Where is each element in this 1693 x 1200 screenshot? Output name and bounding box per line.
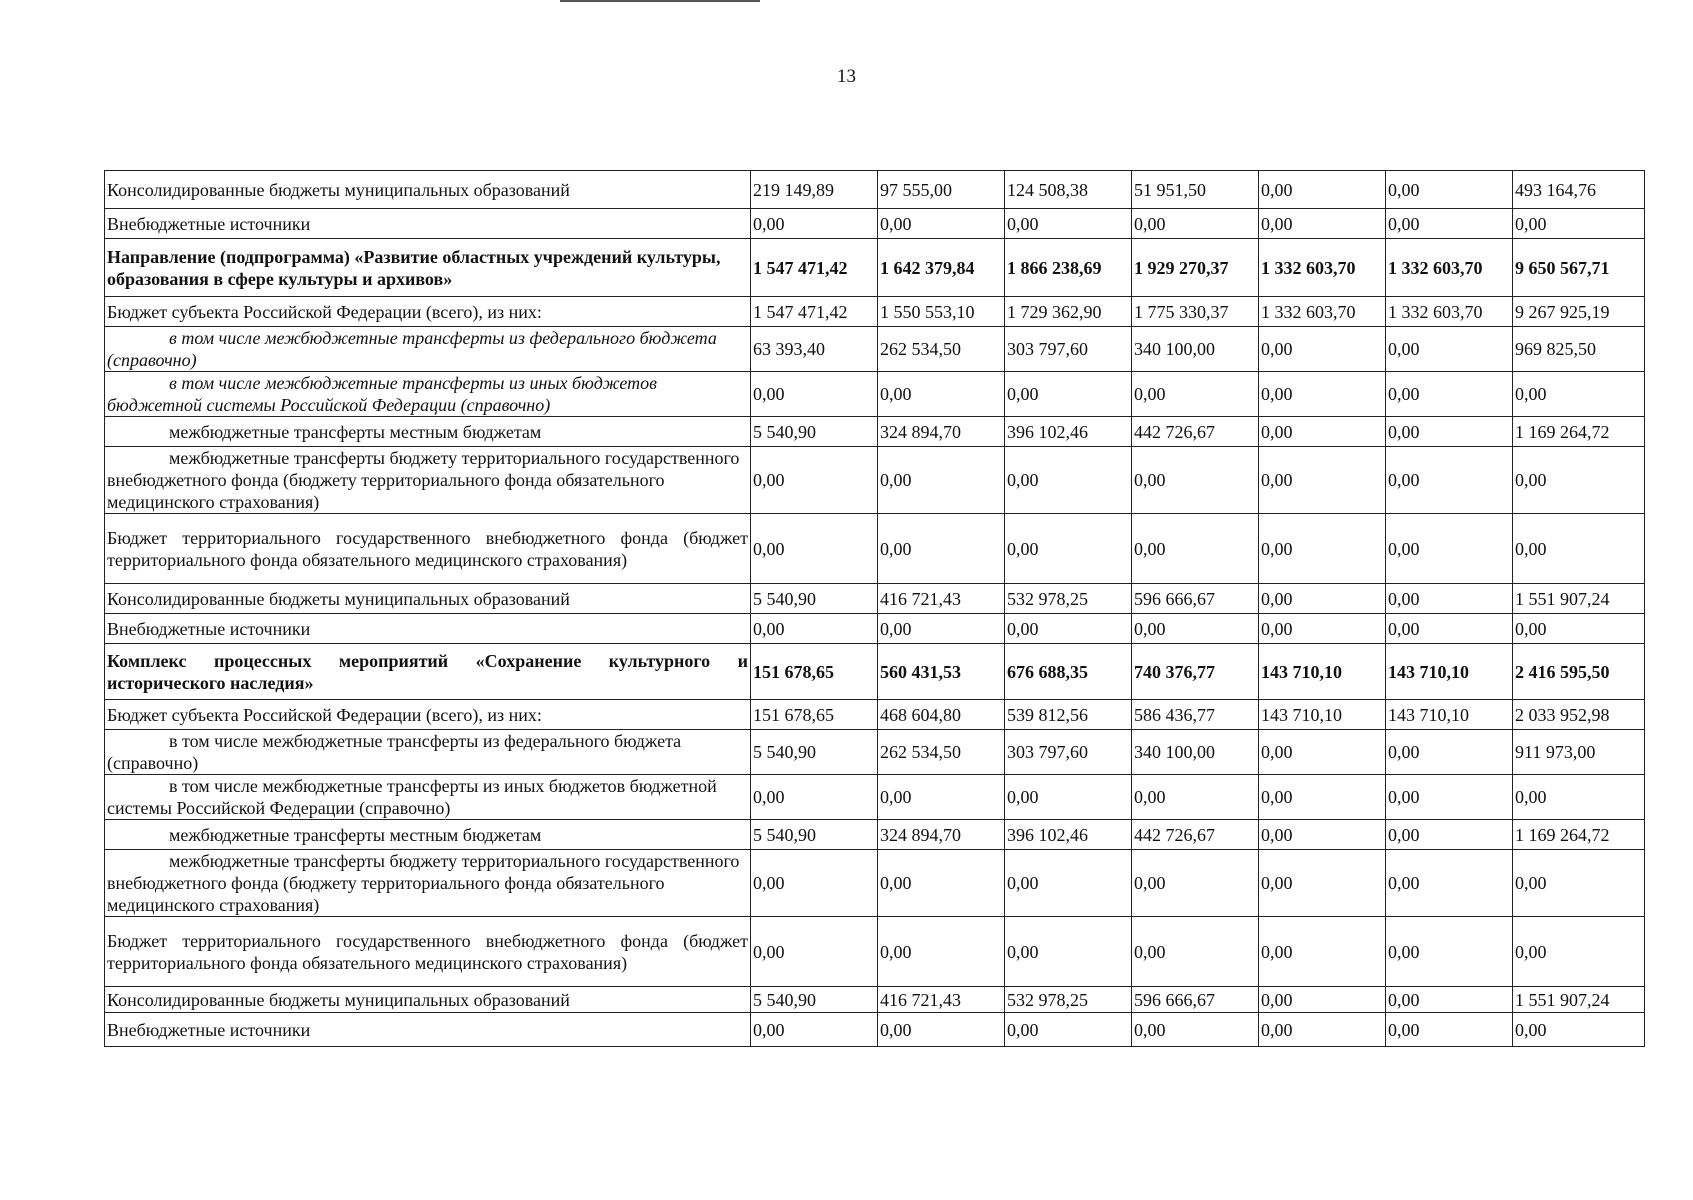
row-value-cell: 0,00	[1132, 775, 1259, 820]
row-label: межбюджетные трансферты бюджету территориального государственного внебюджетного фонда (бюджету территориального фонда обязательного медицинского страхования)	[105, 850, 751, 917]
row-value-cell: 0,00	[878, 850, 1005, 917]
row-value-cell: 0,00	[1005, 447, 1132, 514]
row-value-cell: 0,00	[1259, 614, 1386, 644]
row-value-cell: 0,00	[1132, 1013, 1259, 1047]
row-total-cell: 911 973,00	[1513, 730, 1645, 775]
row-value-cell: 0,00	[1259, 372, 1386, 417]
row-value-cell: 740 376,77	[1132, 644, 1259, 700]
row-value-cell: 1 332 603,70	[1259, 297, 1386, 327]
row-value-cell: 143 710,10	[1386, 700, 1513, 730]
row-total-cell: 0,00	[1513, 1013, 1645, 1047]
row-value-cell: 1 332 603,70	[1386, 297, 1513, 327]
row-label: межбюджетные трансферты бюджету территориального государственного внебюджетного фонда (бюджету территориального фонда обязательного медицинского страхования)	[105, 447, 751, 514]
row-value-cell: 596 666,67	[1132, 584, 1259, 614]
row-value-cell: 676 688,35	[1005, 644, 1132, 700]
row-value-cell: 416 721,43	[878, 584, 1005, 614]
table-row	[105, 297, 1645, 327]
row-value-cell: 0,00	[1259, 514, 1386, 584]
row-value-cell: 151 678,65	[751, 644, 878, 700]
row-value-cell: 0,00	[751, 917, 878, 987]
row-value-cell: 0,00	[1259, 917, 1386, 987]
row-value-cell: 1 929 270,37	[1132, 239, 1259, 297]
row-value-cell: 0,00	[1005, 917, 1132, 987]
row-value-cell: 532 978,25	[1005, 987, 1132, 1013]
row-value-cell: 5 540,90	[751, 584, 878, 614]
row-value-cell: 0,00	[1386, 372, 1513, 417]
row-value-cell: 0,00	[1132, 917, 1259, 987]
row-value-cell: 151 678,65	[751, 700, 878, 730]
row-value-cell: 0,00	[1005, 372, 1132, 417]
row-value-cell: 51 951,50	[1132, 171, 1259, 209]
table-row	[105, 514, 1645, 584]
row-value-cell: 1 642 379,84	[878, 239, 1005, 297]
row-label: в том числе межбюджетные трансферты из федерального бюджета (справочно)	[105, 327, 751, 372]
table-row	[105, 584, 1645, 614]
row-value-cell: 303 797,60	[1005, 327, 1132, 372]
table-row	[105, 171, 1645, 209]
row-value-cell: 0,00	[1259, 327, 1386, 372]
row-value-cell: 0,00	[1386, 987, 1513, 1013]
row-value-cell: 0,00	[751, 614, 878, 644]
row-total-cell: 9 267 925,19	[1513, 297, 1645, 327]
row-total-cell: 2 416 595,50	[1513, 644, 1645, 700]
row-value-cell: 219 149,89	[751, 171, 878, 209]
row-value-cell: 0,00	[1005, 850, 1132, 917]
row-total-cell: 0,00	[1513, 372, 1645, 417]
row-value-cell: 0,00	[751, 1013, 878, 1047]
row-total-cell: 0,00	[1513, 514, 1645, 584]
table-row	[105, 447, 1645, 514]
row-value-cell: 262 534,50	[878, 730, 1005, 775]
row-value-cell: 0,00	[1386, 917, 1513, 987]
row-label: межбюджетные трансферты местным бюджетам	[105, 417, 751, 447]
row-value-cell: 0,00	[1132, 850, 1259, 917]
row-value-cell: 0,00	[1386, 171, 1513, 209]
row-label: Комплекс процессных мероприятий «Сохранение культурного и исторического наследия»	[105, 644, 751, 700]
table-row	[105, 820, 1645, 850]
table-row	[105, 372, 1645, 417]
row-total-cell: 1 169 264,72	[1513, 820, 1645, 850]
table-row	[105, 987, 1645, 1013]
row-value-cell: 0,00	[878, 372, 1005, 417]
row-value-cell: 5 540,90	[751, 987, 878, 1013]
row-value-cell: 1 866 238,69	[1005, 239, 1132, 297]
row-value-cell: 143 710,10	[1259, 644, 1386, 700]
row-value-cell: 0,00	[878, 614, 1005, 644]
row-value-cell: 0,00	[1259, 987, 1386, 1013]
row-label: Консолидированные бюджеты муниципальных образований	[105, 171, 751, 209]
row-total-cell: 0,00	[1513, 209, 1645, 239]
row-value-cell: 0,00	[1386, 447, 1513, 514]
table-row	[105, 700, 1645, 730]
row-value-cell: 0,00	[1259, 775, 1386, 820]
row-value-cell: 0,00	[1259, 171, 1386, 209]
row-value-cell: 0,00	[1386, 614, 1513, 644]
row-label: Бюджет территориального государственного внебюджетного фонда (бюджет территориального фонда обязательного медицинского страхования)	[105, 917, 751, 987]
row-value-cell: 532 978,25	[1005, 584, 1132, 614]
row-value-cell: 539 812,56	[1005, 700, 1132, 730]
row-total-cell: 1 169 264,72	[1513, 417, 1645, 447]
row-value-cell: 1 332 603,70	[1259, 239, 1386, 297]
table-row	[105, 1013, 1645, 1047]
table-row	[105, 775, 1645, 820]
row-value-cell: 0,00	[751, 209, 878, 239]
row-value-cell: 0,00	[1386, 584, 1513, 614]
row-value-cell: 1 547 471,42	[751, 239, 878, 297]
row-value-cell: 63 393,40	[751, 327, 878, 372]
row-value-cell: 468 604,80	[878, 700, 1005, 730]
row-total-cell: 0,00	[1513, 917, 1645, 987]
row-value-cell: 560 431,53	[878, 644, 1005, 700]
row-value-cell: 0,00	[1132, 514, 1259, 584]
row-value-cell: 396 102,46	[1005, 820, 1132, 850]
row-value-cell: 0,00	[1005, 514, 1132, 584]
row-value-cell: 0,00	[1259, 209, 1386, 239]
row-total-cell: 969 825,50	[1513, 327, 1645, 372]
row-value-cell: 1 550 553,10	[878, 297, 1005, 327]
row-value-cell: 0,00	[878, 447, 1005, 514]
row-value-cell: 124 508,38	[1005, 171, 1132, 209]
row-label: в том числе межбюджетные трансферты из федерального бюджета (справочно)	[105, 730, 751, 775]
row-value-cell: 0,00	[1132, 447, 1259, 514]
row-value-cell: 0,00	[751, 372, 878, 417]
table-row	[105, 239, 1645, 297]
row-label: Консолидированные бюджеты муниципальных образований	[105, 584, 751, 614]
table-row	[105, 327, 1645, 372]
row-value-cell: 0,00	[751, 514, 878, 584]
row-value-cell: 0,00	[1259, 584, 1386, 614]
row-value-cell: 262 534,50	[878, 327, 1005, 372]
row-label: Внебюджетные источники	[105, 1013, 751, 1047]
row-total-cell: 0,00	[1513, 447, 1645, 514]
row-label: Внебюджетные источники	[105, 614, 751, 644]
row-value-cell: 0,00	[1259, 447, 1386, 514]
row-label: Бюджет субъекта Российской Федерации (всего), из них:	[105, 700, 751, 730]
row-label: в том числе межбюджетные трансферты из иных бюджетов бюджетной системы Российской Федерации (справочно)	[105, 775, 751, 820]
row-value-cell: 324 894,70	[878, 417, 1005, 447]
row-label: межбюджетные трансферты местным бюджетам	[105, 820, 751, 850]
row-value-cell: 596 666,67	[1132, 987, 1259, 1013]
row-value-cell: 143 710,10	[1259, 700, 1386, 730]
row-value-cell: 0,00	[1132, 209, 1259, 239]
table-row	[105, 917, 1645, 987]
row-value-cell: 0,00	[878, 917, 1005, 987]
row-value-cell: 396 102,46	[1005, 417, 1132, 447]
row-value-cell: 0,00	[1386, 417, 1513, 447]
page-number: 13	[837, 66, 856, 87]
row-value-cell: 0,00	[1386, 850, 1513, 917]
row-total-cell: 9 650 567,71	[1513, 239, 1645, 297]
table-body	[105, 171, 1645, 1047]
row-value-cell: 0,00	[1386, 775, 1513, 820]
row-value-cell: 0,00	[1005, 209, 1132, 239]
row-value-cell: 1 729 362,90	[1005, 297, 1132, 327]
table-row	[105, 730, 1645, 775]
row-value-cell: 0,00	[1386, 820, 1513, 850]
row-value-cell: 143 710,10	[1386, 644, 1513, 700]
row-value-cell: 324 894,70	[878, 820, 1005, 850]
row-value-cell: 0,00	[1259, 1013, 1386, 1047]
row-value-cell: 5 540,90	[751, 820, 878, 850]
row-label: Направление (подпрограмма) «Развитие областных учреждений культуры, образования в сфере культуры и архивов»	[105, 239, 751, 297]
row-value-cell: 0,00	[1132, 372, 1259, 417]
row-total-cell: 0,00	[1513, 850, 1645, 917]
row-value-cell: 0,00	[1259, 850, 1386, 917]
row-value-cell: 0,00	[878, 1013, 1005, 1047]
row-total-cell: 493 164,76	[1513, 171, 1645, 209]
table-row	[105, 644, 1645, 700]
table-row	[105, 614, 1645, 644]
row-value-cell: 0,00	[1386, 1013, 1513, 1047]
row-value-cell: 0,00	[1005, 1013, 1132, 1047]
row-value-cell: 303 797,60	[1005, 730, 1132, 775]
row-value-cell: 0,00	[751, 850, 878, 917]
row-value-cell: 0,00	[1259, 730, 1386, 775]
row-value-cell: 1 775 330,37	[1132, 297, 1259, 327]
row-value-cell: 0,00	[878, 514, 1005, 584]
row-value-cell: 0,00	[1005, 775, 1132, 820]
row-value-cell: 586 436,77	[1132, 700, 1259, 730]
top-rule	[560, 0, 760, 2]
row-value-cell: 0,00	[1005, 614, 1132, 644]
row-value-cell: 97 555,00	[878, 171, 1005, 209]
row-total-cell: 1 551 907,24	[1513, 584, 1645, 614]
row-label: Бюджет субъекта Российской Федерации (всего), из них:	[105, 297, 751, 327]
row-value-cell: 0,00	[1386, 730, 1513, 775]
row-value-cell: 5 540,90	[751, 417, 878, 447]
row-value-cell: 1 332 603,70	[1386, 239, 1513, 297]
row-value-cell: 0,00	[1386, 327, 1513, 372]
row-value-cell: 0,00	[1132, 614, 1259, 644]
row-total-cell: 0,00	[1513, 614, 1645, 644]
row-label: Внебюджетные источники	[105, 209, 751, 239]
row-value-cell: 0,00	[878, 775, 1005, 820]
row-label: в том числе межбюджетные трансферты из иных бюджетов бюджетной системы Российской Федерации (справочно)	[105, 372, 751, 417]
row-total-cell: 0,00	[1513, 775, 1645, 820]
budget-table	[104, 170, 1645, 1047]
table-row	[105, 209, 1645, 239]
row-value-cell: 416 721,43	[878, 987, 1005, 1013]
row-value-cell: 0,00	[878, 209, 1005, 239]
row-total-cell: 2 033 952,98	[1513, 700, 1645, 730]
row-value-cell: 5 540,90	[751, 730, 878, 775]
row-label: Консолидированные бюджеты муниципальных образований	[105, 987, 751, 1013]
row-value-cell: 0,00	[1259, 417, 1386, 447]
row-value-cell: 442 726,67	[1132, 820, 1259, 850]
table-row	[105, 417, 1645, 447]
row-value-cell: 442 726,67	[1132, 417, 1259, 447]
row-value-cell: 0,00	[1386, 209, 1513, 239]
row-value-cell: 1 547 471,42	[751, 297, 878, 327]
row-total-cell: 1 551 907,24	[1513, 987, 1645, 1013]
row-value-cell: 0,00	[751, 447, 878, 514]
row-label: Бюджет территориального государственного внебюджетного фонда (бюджет территориального фонда обязательного медицинского страхования)	[105, 514, 751, 584]
row-value-cell: 340 100,00	[1132, 327, 1259, 372]
row-value-cell: 0,00	[1386, 514, 1513, 584]
row-value-cell: 0,00	[751, 775, 878, 820]
table-row	[105, 850, 1645, 917]
row-value-cell: 0,00	[1259, 820, 1386, 850]
row-value-cell: 340 100,00	[1132, 730, 1259, 775]
